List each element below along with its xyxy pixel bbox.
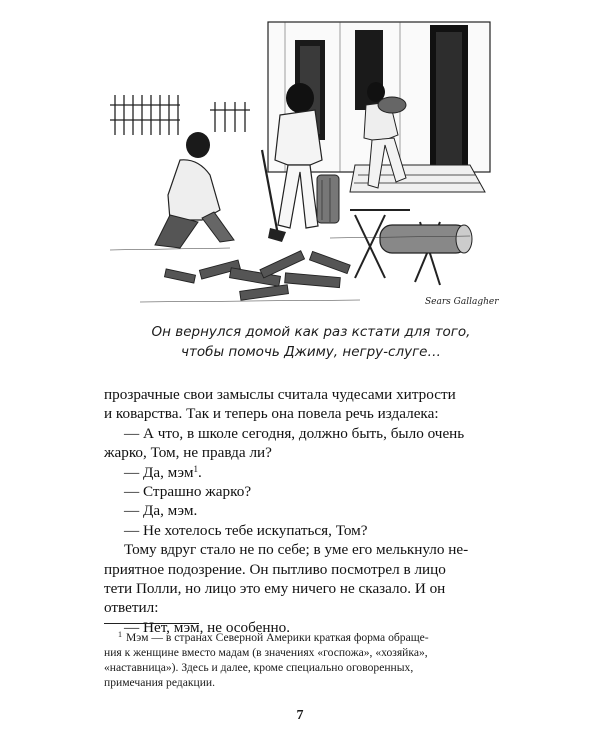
book-illustration xyxy=(110,10,510,310)
footnote-mark: 1 xyxy=(118,630,122,639)
illustration-signature: Sears Gallagher xyxy=(425,297,499,307)
text-line: — Нет, мэм, не особенно. xyxy=(124,618,291,636)
page-number: 7 xyxy=(296,708,304,723)
text-line: тети Полли, но лицо это ему ничего не сказало. И он xyxy=(104,580,446,598)
sentence-period: . xyxy=(197,463,202,481)
text-line: приятное подозрение. Он пытливо посмотрел в лицо xyxy=(104,560,446,578)
dialogue-text: — Да, мэм xyxy=(124,463,194,481)
footnote-divider xyxy=(104,623,199,624)
footnote-reference[interactable]: 1 xyxy=(193,463,198,474)
text-line: прозрачные свои замыслы считала чудесами хитрости xyxy=(104,386,456,403)
main-text xyxy=(104,385,519,637)
footnote-line: примечания редакции. xyxy=(104,676,215,689)
text-line: и коварства. Так и теперь она повела речь издалека: xyxy=(104,405,439,423)
caption-line: чтобы помочь Джиму, негру-слуге… xyxy=(181,344,441,360)
footnote-line xyxy=(104,630,522,645)
caption-line: Он вернулся домой как раз кстати для того, xyxy=(151,324,471,340)
text-line: жарко, Том, не правда ли? xyxy=(104,444,272,462)
text-line: — А что, в школе сегодня, должно быть, было очень xyxy=(124,424,465,442)
footnote-line: ния к женщине вместо мадам (в значениях «госпожа», «хозяйка», xyxy=(104,646,428,659)
text-line: — Да, мэм. xyxy=(124,502,198,520)
footnote-line: «наставница»). Здесь и далее, кроме специально оговоренных, xyxy=(104,661,414,674)
text-line: — Страшно жарко? xyxy=(124,483,252,501)
footnote xyxy=(104,630,522,690)
illustration-caption xyxy=(96,322,526,362)
text-line: ответил: xyxy=(104,599,159,617)
text-line: Тому вдруг стало не по себе; в уме его мелькнуло не- xyxy=(124,541,469,559)
text-line: — Не хотелось тебе искупаться, Том? xyxy=(124,521,368,539)
footnote-text: Мэм — в странах Северной Америки краткая форма обраще- xyxy=(126,631,429,644)
text-line xyxy=(104,463,519,482)
